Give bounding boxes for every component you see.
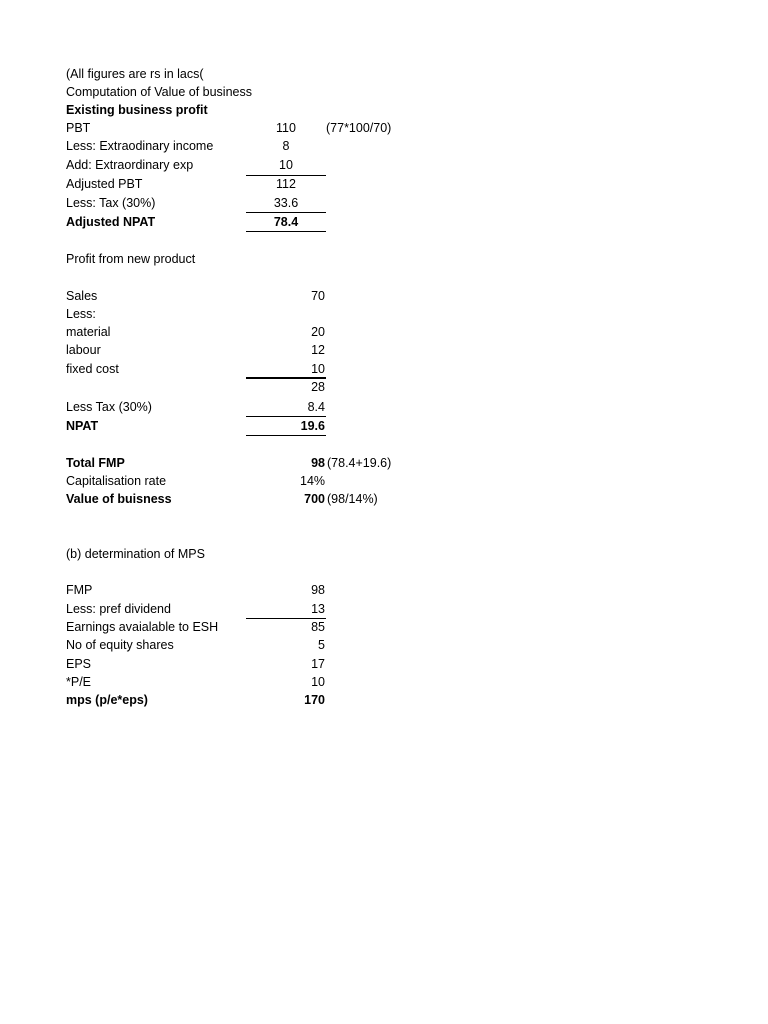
- pbt-note: (77*100/70): [326, 121, 392, 135]
- value-business-row: [0, 490, 768, 508]
- pe-value: 10: [311, 675, 325, 689]
- fixed-cost-row: [0, 360, 768, 378]
- total-fmp-row: [0, 454, 768, 472]
- total-fmp-note: (78.4+19.6): [327, 456, 392, 470]
- pbt-value: 110: [276, 121, 296, 135]
- extra-exp-value: 10: [279, 158, 293, 172]
- labour-row: [0, 341, 768, 359]
- npat-row: [0, 417, 768, 435]
- total-fmp-label: Total FMP: [66, 456, 125, 470]
- pbt-label: PBT: [66, 121, 91, 135]
- extra-exp-row: [0, 156, 768, 174]
- divider-line: [246, 435, 326, 436]
- material-value: 20: [311, 325, 325, 339]
- earnings-esh-label: Earnings avaialable to ESH: [66, 620, 219, 634]
- extra-exp-label: Add: Extraordinary exp: [66, 158, 194, 172]
- labour-value: 12: [311, 343, 325, 357]
- np-tax-value: 8.4: [307, 400, 325, 414]
- title-row: [0, 83, 768, 101]
- sales-value: 70: [311, 289, 325, 303]
- fmp-label: FMP: [66, 583, 93, 597]
- page-title: Computation of Value of business: [66, 85, 252, 99]
- labour-label: labour: [66, 343, 101, 357]
- fixed-cost-label: fixed cost: [66, 362, 119, 376]
- eps-value: 17: [311, 657, 325, 671]
- cap-rate-label: Capitalisation rate: [66, 474, 167, 488]
- npat-label: NPAT: [66, 419, 99, 433]
- mps-label: mps (p/e*eps): [66, 693, 148, 707]
- np-tax-row: [0, 398, 768, 416]
- subtotal-value: 28: [311, 380, 325, 394]
- adjusted-pbt-row: [0, 175, 768, 193]
- cap-rate-row: [0, 472, 768, 490]
- value-business-note: (98/14%): [327, 492, 378, 506]
- units-note: (All figures are rs in lacs(: [66, 67, 204, 81]
- extra-income-row: [0, 137, 768, 155]
- pref-div-row: [0, 600, 768, 618]
- extra-income-label: Less: Extraodinary income: [66, 139, 214, 153]
- divider-line: [246, 231, 326, 232]
- no-equity-label: No of equity shares: [66, 638, 174, 652]
- mps-heading-row: [0, 545, 768, 563]
- adjusted-npat-row: [0, 213, 768, 231]
- adjusted-pbt-value: 112: [276, 177, 296, 191]
- no-equity-value: 5: [318, 638, 325, 652]
- adjusted-npat-label: Adjusted NPAT: [66, 215, 156, 229]
- new-product-heading: Profit from new product: [66, 252, 196, 266]
- less-row: [0, 305, 768, 323]
- pe-row: [0, 673, 768, 691]
- fmp-value: 98: [311, 583, 325, 597]
- sales-label: Sales: [66, 289, 98, 303]
- units-note-row: [0, 65, 768, 83]
- sales-row: [0, 287, 768, 305]
- fmp-row: [0, 581, 768, 599]
- existing-heading-row: [0, 101, 768, 119]
- eps-row: [0, 655, 768, 673]
- tax-label: Less: Tax (30%): [66, 196, 156, 210]
- total-fmp-value: 98: [311, 456, 325, 470]
- npat-value: 19.6: [300, 419, 325, 433]
- pe-label: *P/E: [66, 675, 92, 689]
- np-tax-label: Less Tax (30%): [66, 400, 152, 414]
- eps-label: EPS: [66, 657, 92, 671]
- no-equity-row: [0, 636, 768, 654]
- extra-income-value: 8: [282, 139, 290, 153]
- earnings-esh-row: [0, 618, 768, 636]
- existing-heading: Existing business profit: [66, 103, 208, 117]
- material-row: [0, 323, 768, 341]
- value-business-value: 700: [304, 492, 325, 506]
- pbt-row: [0, 119, 768, 137]
- mps-heading: (b) determination of MPS: [66, 547, 205, 561]
- cap-rate-value: 14%: [300, 474, 326, 488]
- less-label: Less:: [66, 307, 96, 321]
- material-label: material: [66, 325, 111, 339]
- adjusted-pbt-label: Adjusted PBT: [66, 177, 143, 191]
- subtotal-row: [0, 378, 768, 396]
- value-business-label: Value of buisness: [66, 492, 172, 506]
- earnings-esh-value: 85: [311, 620, 325, 634]
- mps-value: 170: [304, 693, 325, 707]
- new-product-heading-row: [0, 250, 768, 268]
- pref-div-value: 13: [311, 602, 325, 616]
- adjusted-npat-value: 78.4: [273, 215, 299, 229]
- tax-value: 33.6: [273, 196, 299, 210]
- mps-row: [0, 691, 768, 709]
- fixed-cost-value: 10: [311, 362, 325, 376]
- tax-row: [0, 194, 768, 212]
- pref-div-label: Less: pref dividend: [66, 602, 171, 616]
